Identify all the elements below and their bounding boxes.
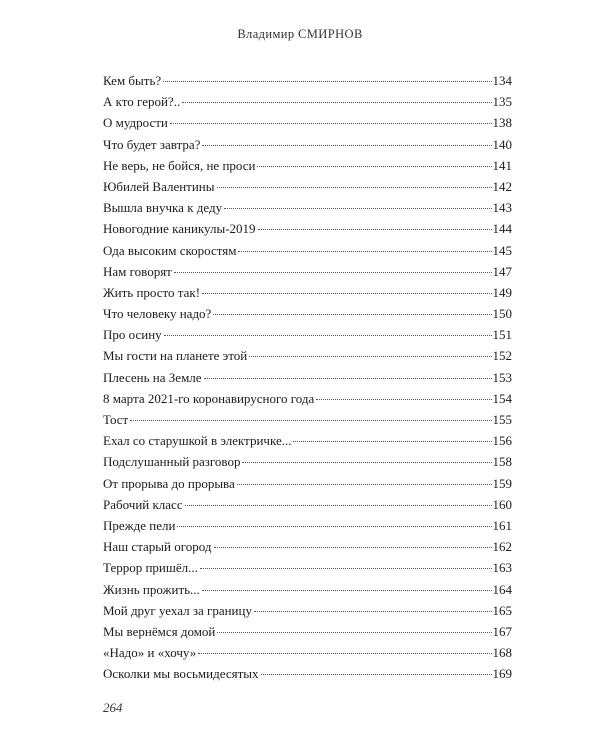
toc-entry-page: 160 (492, 496, 512, 512)
toc-entry-title: «Надо» и «хочу» (103, 645, 197, 661)
toc-entry-title: Тост (103, 412, 129, 427)
dot-leader (163, 81, 491, 82)
dot-leader (258, 229, 492, 230)
toc-entry-page: 162 (492, 539, 512, 555)
toc-entry (103, 112, 512, 133)
toc-entry (103, 600, 512, 621)
toc-entry (103, 282, 512, 303)
toc-entry-page: 155 (492, 412, 512, 427)
toc-entry-page: 149 (492, 284, 512, 300)
toc-entry-page: 143 (492, 200, 512, 216)
dot-leader (182, 102, 491, 103)
dot-leader (202, 293, 491, 294)
toc-entry (103, 91, 512, 112)
toc-entry-page: 153 (492, 369, 512, 385)
dot-leader (185, 505, 492, 506)
toc-entry (103, 409, 512, 430)
dot-leader (214, 547, 492, 548)
toc-entry-page: 163 (492, 560, 512, 576)
toc-entry-title: Про осину (103, 327, 162, 343)
toc-entry-title: О мудрости (103, 115, 168, 131)
toc-entry-title: Юбилей Валентины (103, 178, 215, 194)
toc-entry-title: Что будет завтра? (103, 136, 201, 152)
toc-entry (103, 663, 512, 684)
toc-entry (103, 579, 512, 600)
toc-entry-page: 151 (492, 327, 512, 343)
toc-entry-title: А кто герой?.. (103, 94, 181, 110)
dot-leader (164, 335, 492, 336)
toc-entry-page: 164 (492, 581, 512, 597)
toc-entry-page: 140 (492, 136, 512, 152)
toc-entry (103, 642, 512, 663)
toc-entry-title: Что человеку надо? (103, 306, 212, 322)
toc-entry-title: Не верь, не бойся, не проси (103, 157, 256, 173)
toc-entry-page: 158 (492, 454, 512, 470)
toc-entry-title: Новогодние каникулы-2019 (103, 221, 256, 237)
dot-leader (238, 251, 491, 252)
dot-leader (217, 187, 492, 188)
toc-entry (103, 176, 512, 197)
table-of-contents (103, 70, 512, 684)
toc-entry (103, 557, 512, 578)
toc-entry (103, 218, 512, 239)
dot-leader (204, 378, 492, 379)
dot-leader (242, 462, 491, 463)
dot-leader (217, 632, 491, 633)
toc-entry (103, 70, 512, 91)
dot-leader (237, 484, 492, 485)
toc-entry-page: 150 (492, 306, 512, 322)
toc-entry-page: 145 (492, 242, 512, 258)
toc-entry-title: Мы гости на планете этой (103, 348, 248, 364)
toc-entry (103, 324, 512, 345)
dot-leader (213, 314, 491, 315)
toc-entry-page: 141 (492, 157, 512, 173)
toc-entry-page: 168 (492, 645, 512, 661)
toc-entry-page: 138 (492, 115, 512, 131)
toc-entry-title: Мой друг уехал за границу (103, 602, 252, 618)
toc-entry-page: 154 (492, 390, 512, 406)
toc-entry (103, 621, 512, 642)
toc-entry-page: 152 (492, 348, 512, 364)
toc-entry (103, 261, 512, 282)
dot-leader (224, 208, 491, 209)
toc-entry (103, 451, 512, 472)
running-head: Владимир СМИРНОВ (237, 27, 363, 41)
toc-entry-title: Наш старый огород (103, 539, 212, 555)
toc-entry-page: 167 (492, 623, 512, 639)
toc-entry (103, 345, 512, 366)
dot-leader (174, 272, 492, 273)
dot-leader (316, 399, 491, 400)
toc-entry-title: Вышла внучка к деду (103, 200, 223, 216)
toc-entry-title: Жизнь прожить... (103, 581, 200, 597)
dot-leader (200, 568, 492, 569)
toc-entry-title: Осколки мы восьмидесятых (103, 666, 259, 682)
toc-entry-title: Ода высоким скоростям (103, 242, 237, 258)
dot-leader (170, 123, 492, 124)
dot-leader (293, 441, 491, 442)
toc-entry-page: 169 (492, 666, 512, 682)
toc-entry-title: Плесень на Земле (103, 369, 202, 385)
toc-entry-title: Мы вернёмся домой (103, 623, 216, 639)
toc-entry-title: Нам говорят (103, 263, 172, 279)
dot-leader (198, 653, 491, 654)
toc-entry (103, 367, 512, 388)
toc-entry-page: 156 (492, 433, 512, 449)
toc-entry (103, 155, 512, 176)
toc-entry (103, 494, 512, 515)
toc-entry (103, 388, 512, 409)
toc-entry-title: 8 марта 2021-го коронавирусного года (103, 390, 315, 406)
dot-leader (202, 590, 492, 591)
toc-entry-page: 165 (492, 602, 512, 618)
toc-entry-page: 161 (492, 517, 512, 533)
toc-entry-title: Жить просто так! (103, 284, 201, 300)
toc-entry (103, 197, 512, 218)
toc-entry-page: 134 (492, 73, 512, 88)
toc-entry-page: 147 (492, 263, 512, 279)
toc-entry (103, 430, 512, 451)
toc-entry-title: Рабочий класс (103, 496, 183, 512)
toc-entry-title: От прорыва до прорыва (103, 475, 235, 491)
dot-leader (202, 145, 491, 146)
toc-entry-page: 135 (492, 94, 512, 110)
toc-entry (103, 240, 512, 261)
toc-entry (103, 536, 512, 557)
toc-entry-title: Подслушанный разговор (103, 454, 241, 470)
dot-leader (177, 526, 491, 527)
toc-entry-title: Ехал со старушкой в электричке... (103, 433, 292, 449)
page-number: 264 (103, 700, 123, 715)
toc-entry-title: Террор пришёл... (103, 560, 198, 576)
toc-entry (103, 134, 512, 155)
dot-leader (254, 611, 492, 612)
toc-entry-page: 144 (492, 221, 512, 237)
toc-entry-page: 159 (492, 475, 512, 491)
dot-leader (257, 166, 491, 167)
dot-leader (249, 356, 491, 357)
dot-leader (261, 674, 492, 675)
toc-entry-title: Кем быть? (103, 73, 162, 88)
toc-entry (103, 515, 512, 536)
toc-entry-page: 142 (492, 178, 512, 194)
toc-entry (103, 303, 512, 324)
toc-entry-title: Прежде пели (103, 517, 176, 533)
toc-entry (103, 473, 512, 494)
dot-leader (130, 420, 491, 421)
